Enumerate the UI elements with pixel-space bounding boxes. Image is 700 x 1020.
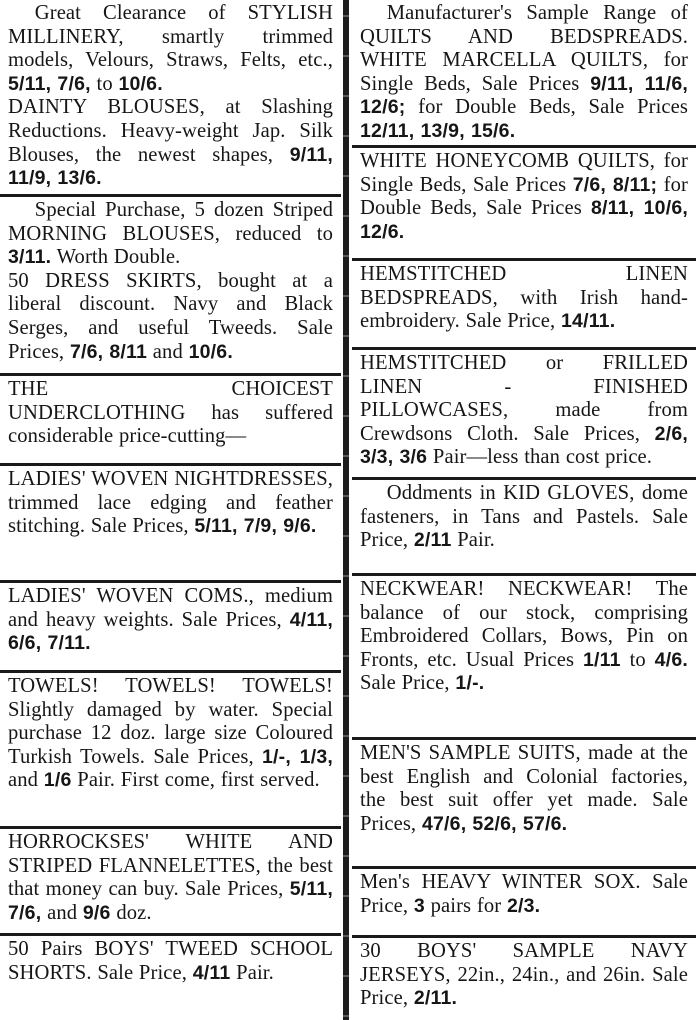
ad-block: [352, 576, 696, 740]
ad-block: [352, 0, 696, 148]
ad-text: and: [8, 769, 44, 792]
ad-text: HEMSTITCHED LINEN BEDSPREADS, with Irish hand-embroidery. Sale Price,: [360, 263, 688, 333]
price-text: 12/11, 13/9, 15/6.: [360, 119, 516, 142]
ad-block: [0, 0, 341, 197]
price-text: 4/11, 6/6, 7/11.: [8, 608, 333, 655]
price-text: 2/6, 3/3, 3/6: [360, 422, 688, 469]
ad-block: [352, 261, 696, 350]
ad-text: 50 DRESS SKIRTS, bought at a liberal discount. Navy and Black Serges, and useful Tweeds. Sale Prices,: [8, 269, 333, 363]
price-text: 4/6.: [654, 648, 688, 671]
ad-text: Pair.: [451, 529, 495, 552]
ad-text: Manufacturer's Sample Range of QUILTS AND BEDSPREADS. WHITE MARCELLA QUILTS, for Single Beds, Sale Prices: [360, 2, 688, 95]
ad-text: for Double Beds, Sale Prices: [405, 96, 688, 119]
price-text: 1/-, 1/3,: [262, 745, 334, 768]
ad-text: doz.: [110, 901, 152, 924]
ad-text: to: [620, 648, 655, 671]
ad-text: Special Purchase, 5 dozen Striped MORNING BLOUSES, reduced to: [8, 199, 333, 245]
price-text: 5/11, 7/6,: [8, 72, 91, 95]
ad-text: Oddments in KID GLOVES, dome fasteners, in Tans and Pastels. Sale Price,: [360, 482, 688, 552]
ad-block: [352, 938, 696, 1020]
ad-text: HORROCKSES' WHITE AND STRIPED FLANNELETTES, the best that money can buy. Sale Prices,: [8, 831, 333, 901]
ad-text: DAINTY BLOUSES, at Slashing Reductions. Heavy-weight Jap. Silk Blouses, the newest shapes,: [8, 96, 333, 166]
ad-text: MEN'S SAMPLE SUITS, made at the best English and Colonial factories, the best suit offer yet made. Sale Prices,: [360, 742, 688, 835]
ad-text: Worth Double.: [51, 246, 181, 269]
ad-block: [0, 936, 341, 1020]
price-text: 2/3.: [506, 894, 541, 917]
price-text: 1/6: [43, 769, 72, 792]
price-text: 10/6.: [118, 72, 163, 95]
price-text: 1/11: [583, 648, 621, 671]
ad-text: WHITE HONEYCOMB QUILTS, for Single Beds, Sale Prices: [360, 150, 688, 196]
price-text: 4/11: [192, 961, 231, 984]
ad-text: Pair—less than cost price.: [427, 446, 653, 469]
ad-text: LADIES' WOVEN COMS., medium and heavy weights. Sale Prices,: [8, 585, 333, 631]
ad-block: [0, 466, 341, 583]
ad-text: Great Clearance of STYLISH MILLINERY, smartly trimmed models, Velours, Straws, Felts, etc.,: [8, 2, 333, 72]
ad-text: and: [147, 340, 189, 363]
price-text: 9/11, 11/9, 13/6.: [8, 143, 333, 190]
ad-text: and: [41, 901, 83, 924]
ad-block: [0, 673, 341, 829]
price-text: 2/11.: [413, 987, 458, 1010]
ad-text: to: [90, 72, 119, 95]
price-text: 7/6, 8/11: [69, 340, 148, 363]
ad-block: [0, 197, 341, 376]
ad-block: [352, 480, 696, 576]
ad-block: [352, 148, 696, 261]
price-text: 5/11, 7/9, 9/6.: [194, 515, 317, 538]
price-text: 3: [413, 894, 425, 917]
ad-text: TOWELS! TOWELS! TOWELS! Slightly damaged by water. Special purchase 12 doz. large size Coloured Turkish Towels. Sale Prices,: [8, 675, 333, 768]
ad-text: Pair.: [230, 961, 274, 984]
ad-text: LADIES' WOVEN NIGHTDRESSES, trimmed lace edging and feather stitching. Sale Prices,: [8, 468, 333, 538]
ad-text: THE CHOICEST UNDERCLOTHING has suffered considerable price-cutting—: [8, 378, 333, 448]
ad-text: NECKWEAR! NECKWEAR! The balance of our stock, comprising Embroidered Collars, Bows, Pin on Fronts, etc. Usual Prices: [360, 578, 688, 671]
ad-block: [352, 350, 696, 480]
ad-block: [352, 869, 696, 938]
ad-text: for Double Beds, Sale Prices: [360, 173, 688, 220]
price-text: 47/6, 52/6, 57/6.: [421, 812, 568, 835]
ad-text: HEMSTITCHED or FRILLED LINEN - FINISHED PILLOWCASES, made from Crewdsons Cloth. Sale Prices,: [360, 352, 688, 445]
price-text: 10/6.: [188, 340, 233, 363]
price-text: 9/11, 11/6, 12/6;: [360, 72, 688, 119]
price-text: 14/11.: [561, 310, 616, 333]
price-text: 8/11, 10/6, 12/6.: [360, 197, 688, 243]
price-text: 5/11, 7/6,: [8, 878, 333, 924]
ad-text: Men's HEAVY WINTER SOX. Sale Price,: [360, 871, 688, 917]
ad-text: 50 Pairs BOYS' TWEED SCHOOL SHORTS. Sale Price,: [8, 938, 333, 984]
ad-block: [0, 829, 341, 936]
price-text: 1/-.: [455, 672, 485, 695]
column-divider: [343, 0, 349, 1020]
price-text: 9/6: [82, 901, 111, 924]
ad-text: pairs for: [424, 894, 507, 917]
ad-block: [0, 583, 341, 673]
ad-text: Sale Price,: [360, 672, 456, 695]
price-text: 3/11.: [8, 246, 52, 269]
ad-block: [352, 740, 696, 869]
ad-block: [0, 376, 341, 466]
ad-text: 30 BOYS' SAMPLE NAVY JERSEYS, 22in., 24in., and 26in. Sale Price,: [360, 940, 688, 1010]
price-text: 2/11: [413, 529, 452, 552]
price-text: 7/6, 8/11;: [572, 173, 658, 196]
ad-text: Pair. First come, first served.: [71, 769, 320, 792]
